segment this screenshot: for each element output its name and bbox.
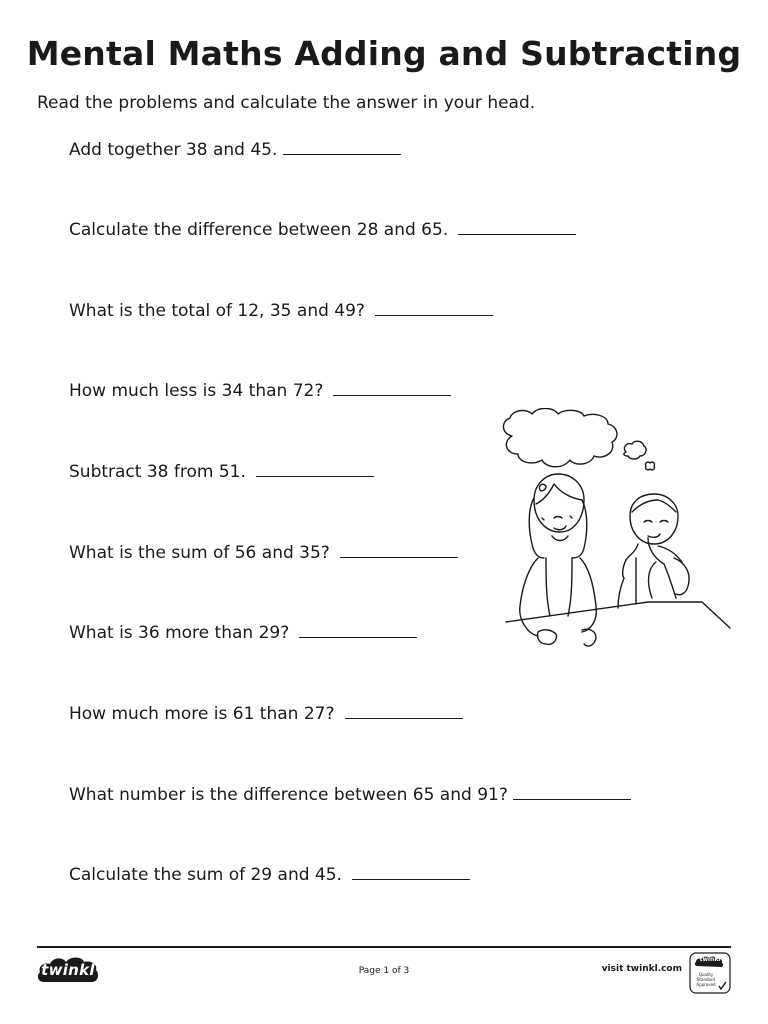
- question-text: What is 36 more than 29?: [69, 623, 290, 643]
- answer-line[interactable]: [299, 623, 417, 638]
- children-thinking-illustration: [498, 408, 738, 658]
- answer-line[interactable]: [333, 381, 451, 396]
- visit-link[interactable]: visit twinkl.com: [601, 964, 682, 974]
- answer-line[interactable]: [375, 301, 493, 316]
- footer-divider: [37, 946, 731, 948]
- question-text: Calculate the sum of 29 and 45.: [69, 865, 342, 885]
- instructions-text: Read the problems and calculate the answer in your head.: [37, 93, 536, 113]
- question-text: What is the total of 12, 35 and 49?: [69, 301, 365, 321]
- boy-figure: [618, 494, 689, 608]
- answer-line[interactable]: [345, 704, 463, 719]
- badge-caption: Quality Standard Approved: [696, 972, 716, 987]
- girl-figure: [520, 474, 597, 646]
- page-title: Mental Maths Adding and Subtracting: [26, 34, 742, 73]
- page-number: Page 1 of 3: [358, 966, 410, 976]
- question-text: What is the sum of 56 and 35?: [69, 543, 330, 563]
- answer-line[interactable]: [352, 865, 470, 880]
- answer-line[interactable]: [458, 220, 576, 235]
- question-text: How much less is 34 than 72?: [69, 381, 324, 401]
- logo-text: twinkl: [41, 961, 95, 979]
- answer-line[interactable]: [283, 140, 401, 155]
- quality-badge: [689, 952, 731, 994]
- thought-bubble-icon: [503, 408, 654, 469]
- question-text: How much more is 61 than 27?: [69, 704, 335, 724]
- answer-line[interactable]: [256, 462, 374, 477]
- answer-line[interactable]: [513, 785, 631, 800]
- question-text: What number is the difference between 65 and 91?: [69, 785, 508, 805]
- question-text: Add together 38 and 45.: [69, 140, 278, 160]
- answer-line[interactable]: [340, 543, 458, 558]
- question-text: Subtract 38 from 51.: [69, 462, 246, 482]
- badge-brand: twinkl: [699, 956, 721, 963]
- question-text: Calculate the difference between 28 and 65.: [69, 220, 449, 240]
